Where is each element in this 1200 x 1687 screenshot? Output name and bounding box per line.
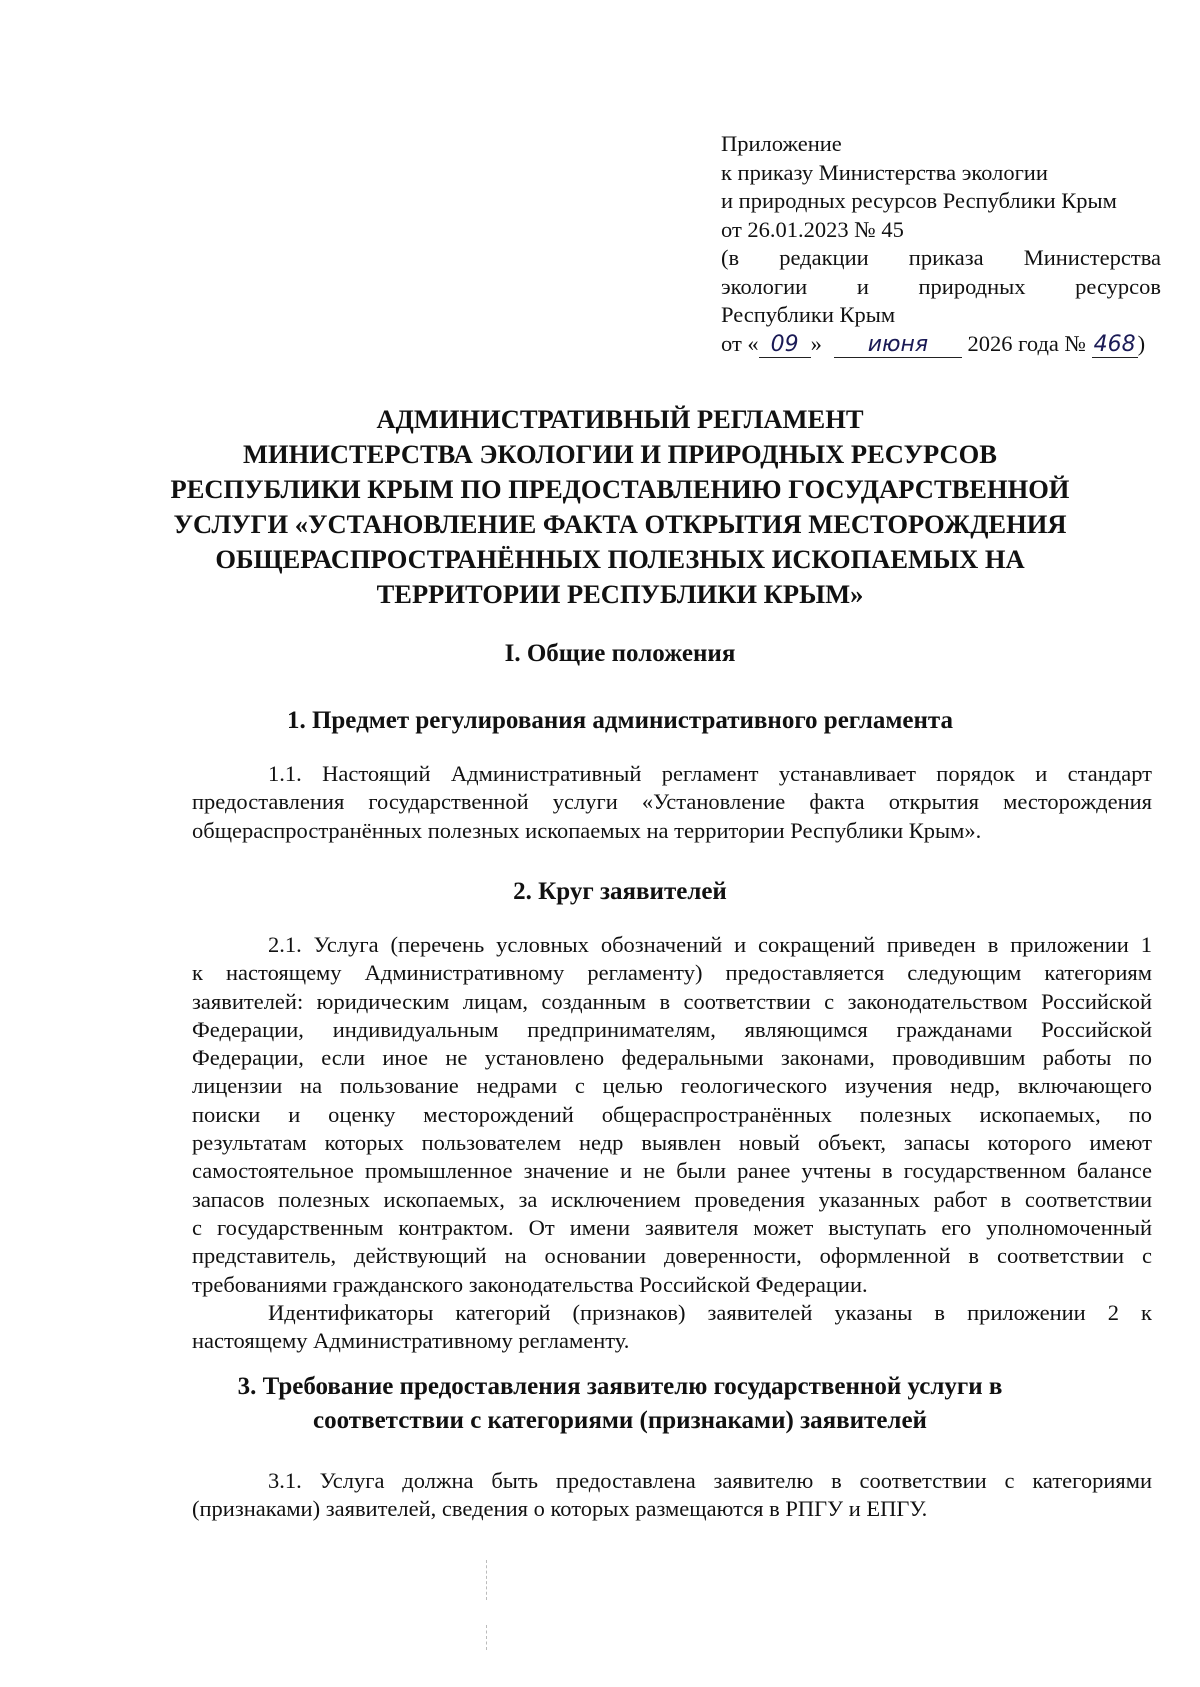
title-line: РЕСПУБЛИКИ КРЫМ ПО ПРЕДОСТАВЛЕНИЮ ГОСУДАРСТВЕННОЙ — [170, 474, 1070, 504]
heading-line: 3. Требование предоставления заявителю государственной услуги в — [237, 1373, 1003, 1400]
text-line: 2.1. Услуга (перечень условных обозначений и сокращений приведен в приложении 1 — [268, 932, 1152, 957]
paragraph-2-1 — [192, 931, 1152, 1355]
subsection-heading-2: 2. Круг заявителей — [513, 878, 727, 905]
text-line: поиски и оценку месторождений общераспространённых полезных ископаемых, по — [192, 1101, 1152, 1127]
word: (в — [721, 245, 740, 270]
text-line: заявителей: юридическим лицам, созданным в соответствии с законодательством Российской — [192, 988, 1152, 1014]
word: редакции — [779, 245, 869, 270]
handwritten-order-number: 468 — [1093, 331, 1136, 357]
date-prefix: от « — [721, 330, 759, 356]
title-line: АДМИНИСТРАТИВНЫЙ РЕГЛАМЕНТ — [376, 404, 864, 434]
text-line: 3.1. Услуга должна быть предоставлена заявителю в соответствии с категориями — [268, 1468, 1152, 1493]
date-suffix: ) — [1137, 330, 1146, 356]
text-line: требованиями гражданского законодательства Российской Федерации. — [192, 1271, 868, 1297]
text-line: результатам которых пользователем недр выявлен новый объект, запасы которого имеют — [192, 1130, 1152, 1156]
appendix-line-1: Приложение — [721, 131, 842, 156]
title-line: УСЛУГИ «УСТАНОВЛЕНИЕ ФАКТА ОТКРЫТИЯ МЕСТОРОЖДЕНИЯ — [173, 509, 1067, 539]
appendix-line-2: к приказу Министерства экологии — [721, 159, 1048, 185]
scan-artifact — [486, 1560, 488, 1600]
paragraph-1-1 — [192, 760, 1152, 845]
date-quote-close: » — [810, 330, 822, 356]
text-line: Федерации, если иное не установлено федеральными законами, проводившим работы по — [192, 1045, 1152, 1071]
subsection-heading-1: 1. Предмет регулирования административного регламента — [286, 707, 954, 734]
text-line: предоставления государственной услуги «Установление факта открытия месторождения — [192, 789, 1152, 815]
paragraph-3-1 — [192, 1467, 1152, 1524]
word: экологии — [721, 273, 808, 299]
subsection-heading-3 — [150, 1370, 1090, 1438]
appendix-reference — [721, 130, 1161, 358]
text-line: Федерации, индивидуальным предпринимателям, являющимся гражданами Российской — [192, 1016, 1152, 1042]
text-line: (признаками) заявителей, сведения о которых размещаются в РПГУ и ЕПГУ. — [192, 1496, 928, 1522]
appendix-line-4: от 26.01.2023 № 45 — [721, 216, 904, 242]
scan-artifact — [486, 1625, 488, 1650]
word: приказа — [908, 245, 984, 270]
appendix-line-3: и природных ресурсов Республики Крым — [721, 188, 1117, 213]
heading-line: соответствии с категориями (признаками) заявителей — [313, 1407, 927, 1434]
appendix-line-5 — [721, 244, 1161, 273]
appendix-line-7: Республики Крым — [721, 302, 896, 327]
title-line: МИНИСТЕРСТВА ЭКОЛОГИИ И ПРИРОДНЫХ РЕСУРСОВ — [243, 439, 997, 469]
handwritten-day: 09 — [759, 333, 811, 358]
text-line: с государственным контрактом. От имени заявителя может выступать его уполномоченный — [192, 1214, 1152, 1240]
text-line: 1.1. Настоящий Административный регламент устанавливает порядок и стандарт — [268, 761, 1152, 786]
text-line: лицензии на пользование недрами с целью геологического изучения недр, включающего — [192, 1073, 1152, 1099]
text-line: общераспространённых полезных ископаемых на территории Республики Крым». — [192, 817, 982, 843]
handwritten-month: июня — [834, 333, 962, 358]
text-line: самостоятельное промышленное значение и не были ранее учтены в государственном балансе — [192, 1158, 1152, 1184]
word: природных — [918, 273, 1026, 299]
text-line: Идентификаторы категорий (признаков) заявителей указаны в приложении 2 к — [268, 1299, 1152, 1325]
text-line: настоящему Административному регламенту. — [192, 1328, 630, 1354]
text-line: запасов полезных ископаемых, за исключением проведения указанных работ в соответствии — [192, 1186, 1152, 1212]
text-line: к настоящему Административному регламенту) предоставляется следующим категориям — [192, 960, 1152, 986]
section-heading: I. Общие положения — [504, 640, 736, 667]
appendix-date-line — [721, 330, 1161, 359]
document-title — [150, 402, 1090, 612]
title-line: ОБЩЕРАСПРОСТРАНЁННЫХ ПОЛЕЗНЫХ ИСКОПАЕМЫХ НА — [215, 544, 1025, 574]
text-line: представитель, действующий на основании доверенности, оформленной в соответствии с — [192, 1243, 1152, 1269]
appendix-line-6 — [721, 273, 1161, 302]
title-line: ТЕРРИТОРИИ РЕСПУБЛИКИ КРЫМ» — [376, 579, 864, 609]
word: Министерства — [1023, 245, 1162, 270]
word: и — [856, 273, 869, 299]
word: ресурсов — [1075, 273, 1162, 299]
date-year: 2026 года № — [967, 330, 1086, 356]
